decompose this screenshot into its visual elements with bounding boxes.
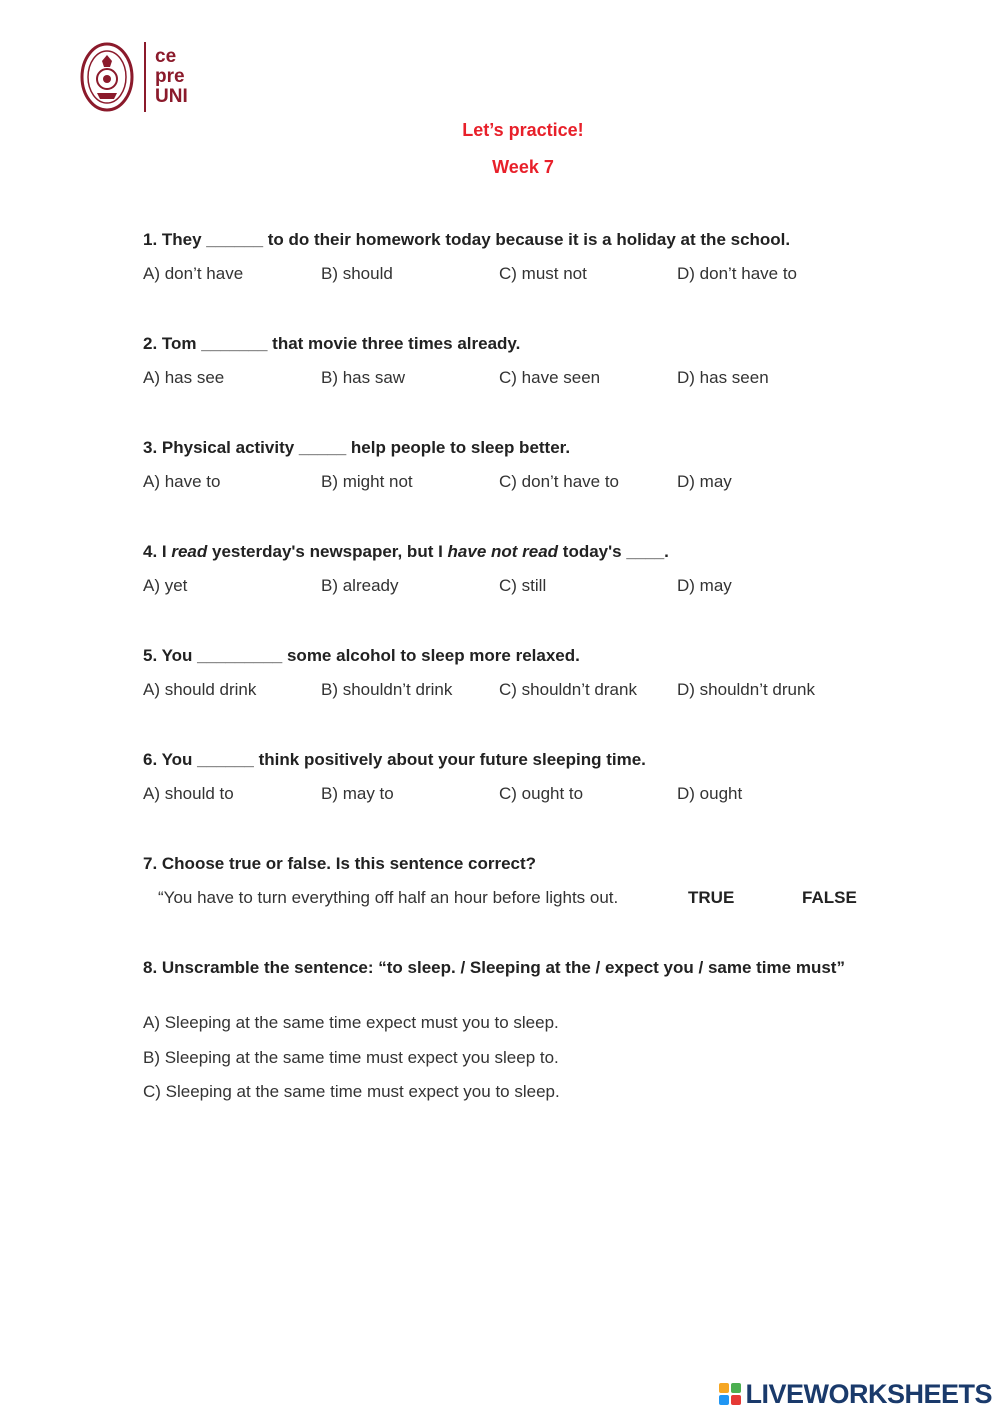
question-3-prompt: 3. Physical activity _____ help people to sleep better. (143, 438, 571, 457)
logo-line-ce: ce (155, 46, 177, 67)
question-1-option-b[interactable]: B) should (321, 264, 393, 283)
question-5-prompt: 5. You _________ some alcohol to sleep more relaxed. (143, 646, 580, 665)
question-4-option-d[interactable]: D) may (677, 576, 732, 595)
cepre-uni-logo (80, 40, 188, 114)
question-3-options (143, 472, 863, 494)
question-4-prompt (143, 541, 863, 562)
question-3-option-b[interactable]: B) might not (321, 472, 413, 491)
question-1-option-c[interactable]: C) must not (499, 264, 587, 283)
question-4-option-c[interactable]: C) still (499, 576, 547, 595)
logo-divider (144, 42, 146, 112)
question-5-option-a[interactable]: A) should drink (143, 680, 257, 699)
question-3-option-c[interactable]: C) don’t have to (499, 472, 620, 491)
question-4-part-4: have not read (447, 542, 559, 561)
question-2-option-d[interactable]: D) has seen (677, 368, 769, 387)
question-2-option-a[interactable]: A) has see (143, 368, 225, 387)
question-6-prompt: 6. You ______ think positively about your future sleeping time. (143, 750, 646, 769)
question-8-option-a[interactable]: A) Sleeping at the same time expect must you to sleep. (143, 1013, 559, 1032)
question-6-option-c[interactable]: C) ought to (499, 784, 584, 803)
liveworksheets-logo-icon (719, 1383, 741, 1405)
question-2-option-b[interactable]: B) has saw (321, 368, 406, 387)
question-6-options (143, 784, 863, 806)
question-1-option-a[interactable]: A) don’t have (143, 264, 244, 283)
question-1-options (143, 264, 863, 286)
page-subtitle: Week 7 (492, 157, 554, 177)
question-6-option-b[interactable]: B) may to (321, 784, 394, 803)
question-4-part-2: read (171, 542, 208, 561)
logo-text (155, 47, 188, 107)
question-5-option-c[interactable]: C) shouldn’t drank (499, 680, 637, 699)
question-1-option-d[interactable]: D) don’t have to (677, 264, 798, 283)
question-1-prompt: 1. They ______ to do their homework today because it is a holiday at the school. (143, 230, 791, 249)
page-title: Let’s practice! (462, 120, 584, 140)
liveworksheets-brand: LIVEWORKSHEETS (745, 1378, 992, 1409)
question-4-part-3: yesterday's newspaper, but I (207, 542, 448, 561)
question-8-option-c[interactable]: C) Sleeping at the same time must expect you to sleep. (143, 1082, 560, 1101)
question-5-option-d[interactable]: D) shouldn’t drunk (677, 680, 815, 699)
liveworksheets-footer (719, 1380, 992, 1408)
question-7-prompt: 7. Choose true or false. Is this sentence correct? (143, 854, 537, 873)
question-2-options (143, 368, 863, 390)
question-8-option-b[interactable]: B) Sleeping at the same time must expect you sleep to. (143, 1048, 559, 1067)
question-6-option-a[interactable]: A) should to (143, 784, 234, 803)
logo-line-pre: pre (155, 66, 185, 87)
question-8-prompt: 8. Unscramble the sentence: “to sleep. / Sleeping at the / expect you / same time must” (143, 958, 845, 977)
question-7-sentence: “You have to turn everything off half an hour before lights out. (158, 888, 619, 907)
question-2-prompt: 2. Tom _______ that movie three times already. (143, 334, 521, 353)
question-6-option-d[interactable]: D) ought (677, 784, 743, 803)
question-4-options (143, 576, 863, 598)
question-4-option-a[interactable]: A) yet (143, 576, 188, 595)
university-seal-icon (80, 41, 134, 113)
question-4-part-5: today's ____. (558, 542, 669, 561)
question-3-option-a[interactable]: A) have to (143, 472, 221, 491)
question-2-option-c[interactable]: C) have seen (499, 368, 601, 387)
false-option[interactable]: FALSE (802, 888, 857, 907)
question-4-part-1: 4. I (143, 542, 172, 561)
true-option[interactable]: TRUE (688, 888, 735, 907)
question-4-option-b[interactable]: B) already (321, 576, 399, 595)
question-5-option-b[interactable]: B) shouldn’t drink (321, 680, 453, 699)
question-3-option-d[interactable]: D) may (677, 472, 732, 491)
logo-line-uni: UNI (155, 86, 188, 107)
question-5-options (143, 680, 863, 702)
